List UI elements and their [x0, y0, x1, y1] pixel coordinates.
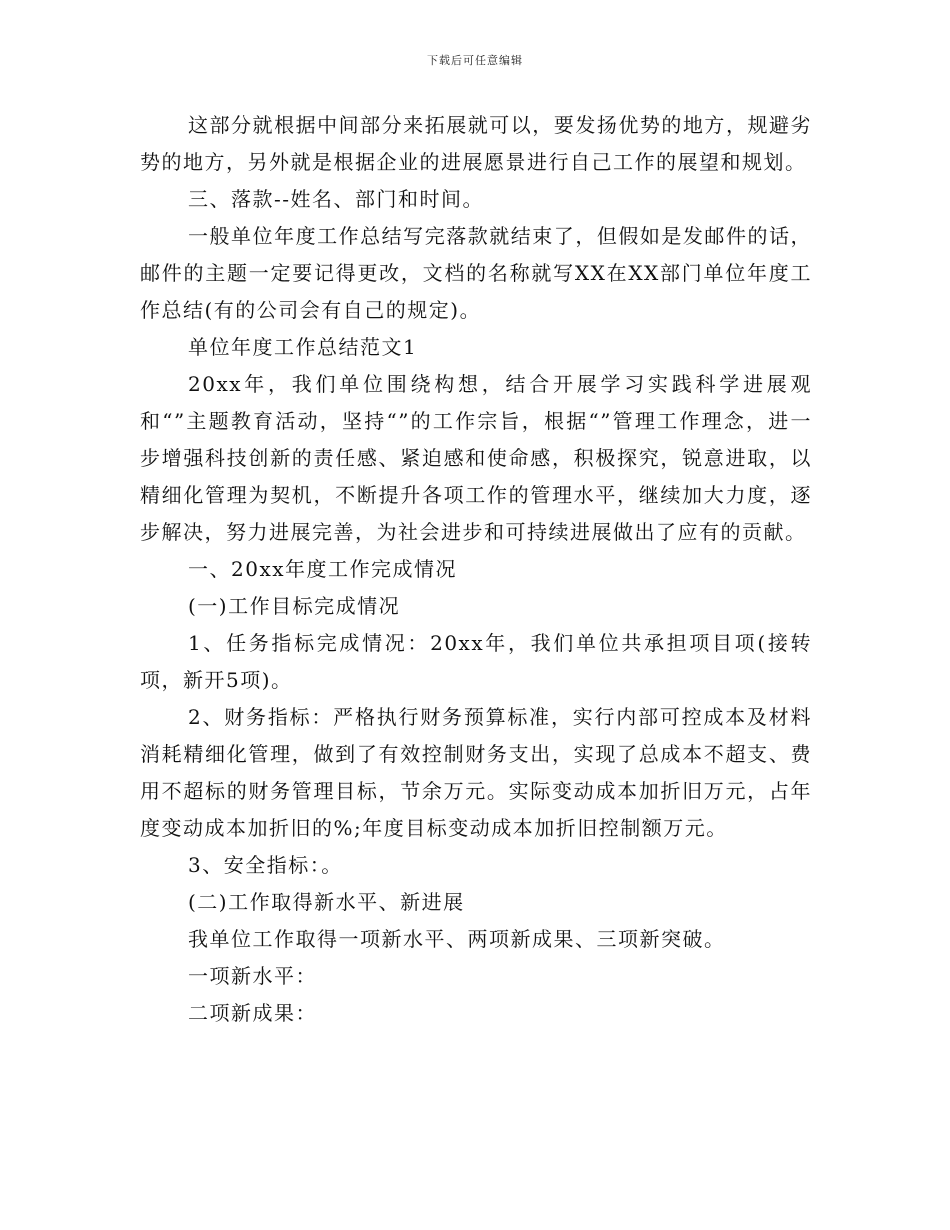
- paragraph-2: 三、落款--姓名、部门和时间。: [188, 187, 485, 211]
- paragraph-11: (二)工作取得新水平、新进展: [188, 890, 465, 914]
- paragraph-6: 一、20xx年度工作完成情况: [188, 557, 458, 581]
- paragraph-13: 一项新水平：: [188, 964, 317, 988]
- paragraph-9: 2、财务指标：严格执行财务预算标准，实行内部可控成本及材料消耗精细化管理，做到了有效控制财务支出，实现了总成本不超支、费用不超标的财务管理目标，节余万元。实际变动成本加折旧万元，占年度变动成本加折旧的%;年度目标变动成本加折旧控制额万元。: [140, 705, 812, 840]
- paragraph-10: 3、安全指标：。: [188, 853, 343, 877]
- paragraph-7: (一)工作目标完成情况: [188, 594, 401, 618]
- page-header: 下载后可任意编辑: [427, 54, 523, 67]
- paragraph-5: 20xx年，我们单位围绕构想，结合开展学习实践科学进展观和“”主题教育活动，坚持“”的工作宗旨，根据“”管理工作理念，进一步增强科技创新的责任感、紧迫感和使命感，积极探究，锐意进取，以精细化管理为契机，不断提升各项工作的管理水平，继续加大力度，逐步解决，努力进展完善，为社会进步和可持续进展做出了应有的贡献。: [140, 372, 812, 544]
- paragraph-4: 单位年度工作总结范文1: [188, 335, 418, 359]
- paragraph-14: 二项新成果：: [188, 1001, 317, 1025]
- paragraph-3: 一般单位年度工作总结写完落款就结束了，但假如是发邮件的话，邮件的主题一定要记得更改，文档的名称就写XX在XX部门单位年度工作总结(有的公司会有自己的规定)。: [140, 224, 812, 322]
- paragraph-1: 这部分就根据中间部分来拓展就可以，要发扬优势的地方，规避劣势的地方，另外就是根据企业的进展愿景进行自己工作的展望和规划。: [140, 113, 812, 174]
- document-body: [140, 107, 812, 1032]
- paragraph-12: 我单位工作取得一项新水平、两项新成果、三项新突破。: [188, 927, 726, 951]
- paragraph-8: 1、任务指标完成情况：20xx年，我们单位共承担项目项(接转项，新开5项)。: [140, 631, 812, 692]
